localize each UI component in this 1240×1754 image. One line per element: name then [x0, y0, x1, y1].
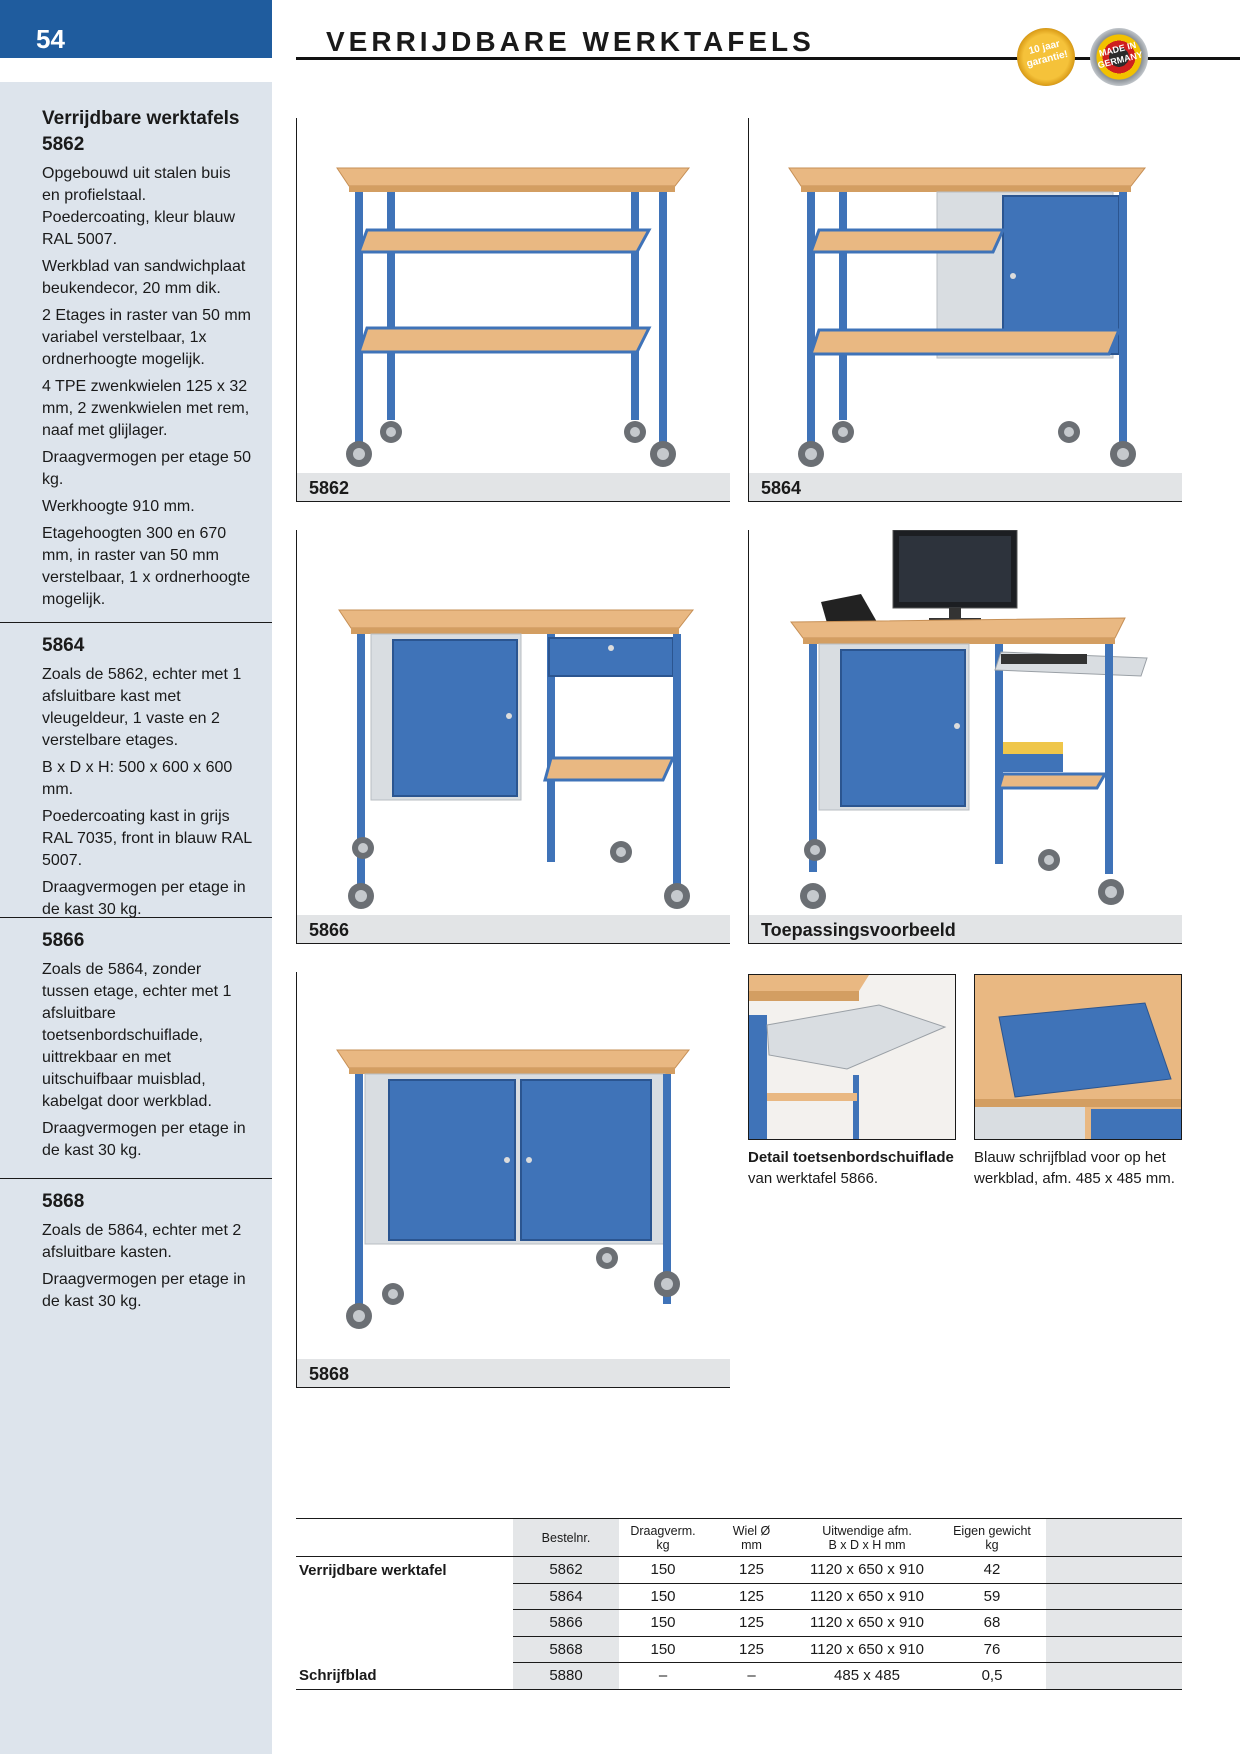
header-gewicht-label: Eigen gewicht: [953, 1523, 1031, 1538]
section-paragraph: Draagvermogen per etage in de kast 30 kg.: [42, 1120, 246, 1159]
workbench-example-icon: [749, 530, 1183, 916]
row-group-label: Verrijdbare werktafel: [299, 1561, 447, 1579]
product-photo-example: [748, 530, 1182, 944]
keyboard-drawer-icon: [749, 975, 956, 1140]
cell-extra: [1046, 1557, 1182, 1584]
workbench-5864-icon: [749, 118, 1183, 474]
sidebar-section-5866: [0, 917, 272, 1162]
section-title: Verrijdbare werktafels: [42, 108, 240, 129]
page-number-box: [0, 0, 272, 58]
cell-draag: 150: [619, 1610, 707, 1637]
table-row: [296, 1557, 1182, 1584]
product-photo-5866: [296, 530, 730, 944]
cell-afm: 1120 x 650 x 910: [796, 1557, 938, 1584]
cell-extra: [1046, 1636, 1182, 1663]
guarantee-badge-text: 10 jaar garantie!: [1025, 38, 1070, 70]
section-paragraph: Draagvermogen per etage in de kast 30 kg.: [42, 1271, 246, 1310]
sidebar-section-5864: [0, 622, 272, 921]
row-group-label-empty: [296, 1583, 513, 1610]
photo-caption: 5866: [297, 915, 730, 943]
cell-nr: 5862: [513, 1557, 619, 1584]
cell-afm: 485 x 485: [796, 1663, 938, 1690]
section-paragraph: Werkhoogte 910 mm.: [42, 498, 195, 515]
section-number: 5866: [42, 930, 85, 951]
row-group-label-empty: [296, 1636, 513, 1663]
header-gewicht-unit: kg: [985, 1537, 999, 1552]
cell-draag: 150: [619, 1557, 707, 1584]
workbench-5868-icon: [297, 972, 731, 1360]
thumb-caption-pad: Blauw schrijfblad voor op het werkblad, afm. 485 x 485 mm.: [974, 1149, 1175, 1187]
header-empty: [296, 1519, 513, 1557]
cell-wiel: –: [707, 1663, 796, 1690]
header-draagverm-label: Draagverm.: [630, 1523, 696, 1538]
product-photo-5862: [296, 118, 730, 502]
header-draagverm-unit: kg: [656, 1537, 670, 1552]
table-row: [296, 1583, 1182, 1610]
cell-gewicht: 68: [938, 1610, 1046, 1637]
cell-draag: 150: [619, 1636, 707, 1663]
section-number: 5868: [42, 1191, 85, 1212]
row-group-label: Schrijfblad: [296, 1663, 513, 1690]
header-bestelnr: Bestelnr.: [513, 1519, 619, 1557]
section-paragraph: Zoals de 5864, zonder tussen etage, echter met 1 afsluitbare toetsenbordschuiflade, uittrekbaar en met uitschuifbaar muisblad, kabelgat door werkblad.: [42, 961, 232, 1110]
header-afm-label: Uitwendige afm.: [822, 1523, 912, 1538]
section-number: 5864: [42, 635, 85, 656]
cell-gewicht: 76: [938, 1636, 1046, 1663]
thumb-caption-drawer-text: van werktafel 5866.: [748, 1170, 879, 1187]
header-extra: [1046, 1519, 1182, 1557]
writing-pad-icon: [975, 975, 1182, 1140]
cell-nr: 5880: [513, 1663, 619, 1690]
sidebar-section-5862: [0, 106, 272, 611]
cell-afm: 1120 x 650 x 910: [796, 1583, 938, 1610]
table-row: [296, 1636, 1182, 1663]
cell-extra: [1046, 1663, 1182, 1690]
header-wiel-unit: mm: [741, 1537, 762, 1552]
cell-wiel: 125: [707, 1636, 796, 1663]
table-row: [296, 1663, 1182, 1690]
sidebar: [0, 82, 272, 1754]
section-paragraph: Draagvermogen per etage 50 kg.: [42, 449, 252, 488]
section-paragraph: B x D x H: 500 x 600 x 600 mm.: [42, 759, 233, 798]
photo-caption: Toepassingsvoorbeeld: [749, 915, 1182, 943]
cell-nr: 5868: [513, 1636, 619, 1663]
cell-nr: 5864: [513, 1583, 619, 1610]
cell-afm: 1120 x 650 x 910: [796, 1636, 938, 1663]
cell-draag: 150: [619, 1583, 707, 1610]
section-paragraph: 2 Etages in raster van 50 mm variabel verstelbaar, 1x ordnerhoogte mogelijk.: [42, 307, 251, 368]
section-paragraph: Zoals de 5862, echter met 1 afsluitbare kast met vleugeldeur, 1 vaste en 2 verstelbare etages.: [42, 666, 242, 749]
cell-gewicht: 0,5: [938, 1663, 1046, 1690]
header-draagverm: [619, 1519, 707, 1557]
page-number: 54: [36, 24, 65, 54]
cell-draag: –: [619, 1663, 707, 1690]
header-afm-unit: B x D x H mm: [828, 1537, 906, 1552]
cell-afm: 1120 x 650 x 910: [796, 1610, 938, 1637]
spec-table: [296, 1518, 1182, 1690]
section-number: 5862: [42, 134, 85, 155]
photo-caption: 5868: [297, 1359, 730, 1387]
thumb-caption-drawer: [748, 1147, 956, 1189]
cell-extra: [1046, 1610, 1182, 1637]
product-photo-5868: [296, 972, 730, 1388]
workbench-5862-icon: [297, 118, 731, 474]
photo-caption: 5864: [749, 473, 1182, 501]
section-paragraph: Draagvermogen per etage in de kast 30 kg.: [42, 879, 246, 918]
thumb-caption-drawer-title: Detail toetsenbordschuiflade: [748, 1149, 954, 1166]
cell-gewicht: 42: [938, 1557, 1046, 1584]
made-in-germany-badge-icon: [1090, 28, 1148, 86]
section-paragraph: Werkblad van sandwichplaat beukendecor, 20 mm dik.: [42, 258, 246, 297]
row-group-label-empty: [296, 1610, 513, 1637]
section-paragraph: Poedercoating kast in grijs RAL 7035, front in blauw RAL 5007.: [42, 808, 252, 869]
section-paragraph: Zoals de 5864, echter met 2 afsluitbare kasten.: [42, 1222, 242, 1261]
cell-wiel: 125: [707, 1610, 796, 1637]
section-paragraph: 4 TPE zwenkwielen 125 x 32 mm, 2 zwenkwielen met rem, naaf met glijlager.: [42, 378, 250, 439]
thumb-keyboard-drawer: [748, 974, 956, 1140]
sidebar-section-5868: [0, 1178, 272, 1313]
product-photo-5864: [748, 118, 1182, 502]
made-in-germany-badge-text: MADE IN GERMANY: [1096, 39, 1144, 71]
section-paragraph: Opgebouwd uit stalen buis en profielstaal. Poedercoating, kleur blauw RAL 5007.: [42, 165, 236, 248]
cell-nr: 5866: [513, 1610, 619, 1637]
cell-wiel: 125: [707, 1583, 796, 1610]
header-wiel-label: Wiel Ø: [732, 1523, 771, 1538]
cell-wiel: 125: [707, 1557, 796, 1584]
workbench-5866-icon: [297, 530, 731, 916]
section-paragraph: Etagehoogten 300 en 670 mm, in raster van 50 mm verstelbaar, 1 x ordnerhoogte mogelijk.: [42, 525, 251, 608]
header-wiel: [707, 1519, 796, 1557]
photo-caption: 5862: [297, 473, 730, 501]
header-gewicht: [938, 1519, 1046, 1557]
page-title: VERRIJDBARE WERKTAFELS: [326, 26, 815, 57]
table-header-row: [296, 1519, 1182, 1557]
guarantee-badge-icon: [1017, 28, 1075, 86]
cell-extra: [1046, 1583, 1182, 1610]
table-row: [296, 1610, 1182, 1637]
cell-gewicht: 59: [938, 1583, 1046, 1610]
header-afm: [796, 1519, 938, 1557]
thumb-writing-pad: [974, 974, 1182, 1140]
